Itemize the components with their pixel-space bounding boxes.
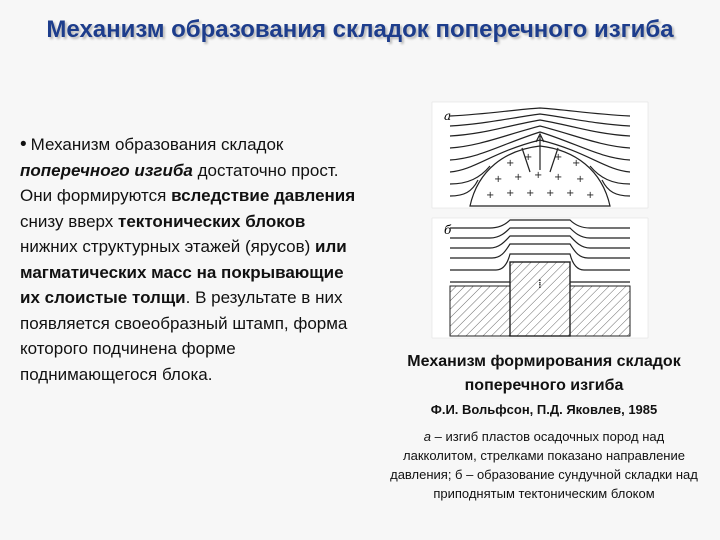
body-term-magmatic-masses: или магматических масс на покрывающие их слоистые толщи — [20, 237, 347, 307]
svg-text:+: + — [554, 152, 563, 163]
figure-caption-title: Механизм формирования складок поперечного изгиба — [407, 353, 681, 394]
lower-stratum-left — [450, 286, 510, 336]
figure-description — [388, 427, 700, 503]
bullet-icon: • — [20, 134, 27, 155]
svg-text:+: + — [572, 158, 581, 169]
svg-text:+: + — [506, 158, 515, 169]
body-paragraph — [20, 132, 360, 387]
body-text-part: достаточно прост. Они формируются — [20, 160, 339, 205]
svg-text:+: + — [576, 174, 585, 185]
lower-stratum-right — [570, 286, 630, 336]
body-text-part: . В результате в них появляется своеобразный штамп, форма которого подчинена форме поднимающегося блока. — [20, 288, 348, 384]
svg-text:+: + — [486, 190, 495, 201]
body-text-part: снизу вверх — [20, 211, 119, 231]
fold-diagram — [430, 100, 650, 340]
figure-description-text: – изгиб пластов осадочных пород над лакколитом, стрелками показано направление давления; б – образование сундучной складки над приподнятым тектоническим блоком — [390, 429, 698, 501]
svg-text:+: + — [524, 152, 533, 163]
svg-text:+: + — [566, 188, 575, 199]
panel-a-label: а — [444, 109, 452, 123]
body-text-part: нижних структурных этажей (ярусов) — [20, 237, 316, 256]
tectonic-block — [510, 262, 570, 336]
panel-b-label: б — [444, 223, 452, 237]
body-text-part: Механизм образования складок — [30, 135, 284, 154]
svg-text:+: + — [506, 188, 515, 199]
svg-text:+: + — [546, 188, 555, 199]
figure-authors: Ф.И. Вольфсон, П.Д. Яковлев, 1985 — [430, 402, 658, 417]
body-term-tectonic-blocks: тектонических блоков — [118, 211, 306, 231]
svg-text:+: + — [534, 170, 543, 181]
block-arrow-mark: ⁞ — [538, 277, 542, 291]
svg-text:+: + — [494, 174, 503, 185]
body-term-transverse-bending: поперечного изгиба — [20, 160, 193, 180]
svg-text:+: + — [586, 190, 595, 201]
svg-text:+: + — [554, 172, 563, 183]
slide-title: Механизм образования складок поперечного изгиба — [46, 16, 674, 43]
svg-text:+: + — [514, 172, 523, 183]
body-term-pressure: вследствие давления — [171, 186, 356, 205]
svg-text:+: + — [526, 188, 535, 199]
figure-description-label-a: а — [423, 429, 432, 444]
